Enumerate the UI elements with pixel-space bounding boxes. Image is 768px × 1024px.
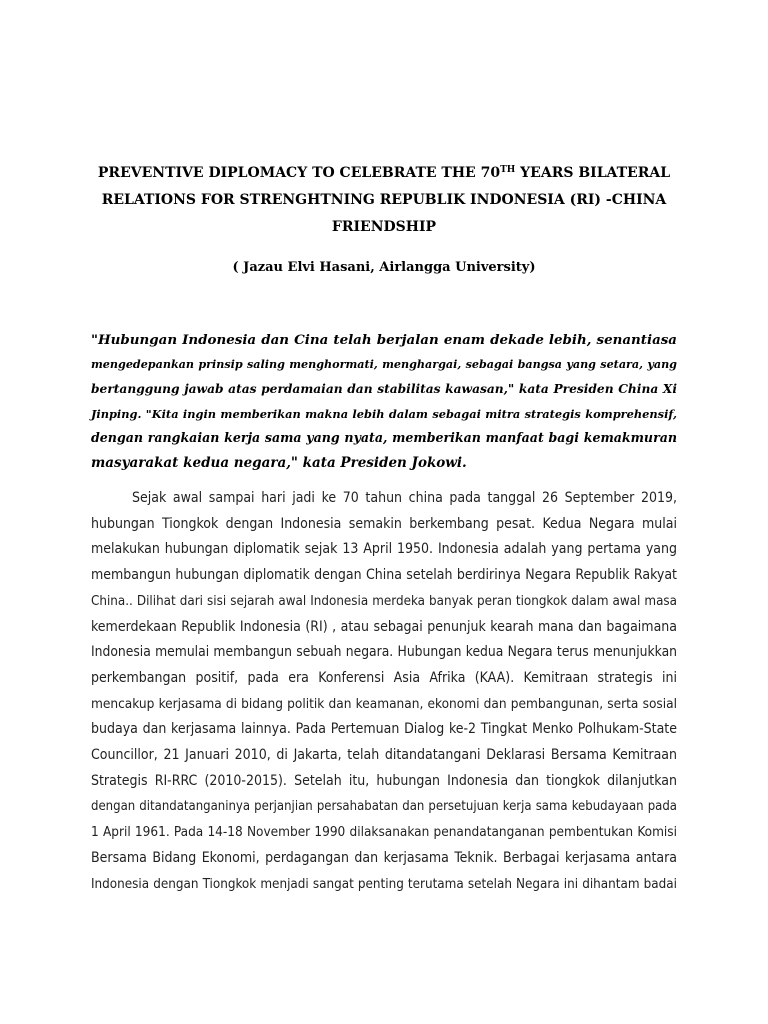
body-line: dengan ditandatanganinya perjanjian persahabatan dan persetujuan kerja sama kebudayaan pada: [91, 799, 677, 815]
body-paragraph: [91, 486, 677, 897]
body-line: Bersama Bidang Ekonomi, perdagangan dan kerjasama Teknik. Berbagai kerjasama antara: [91, 849, 677, 866]
title-line-2: RELATIONS FOR STRENGHTNING REPUBLIK INDONESIA (RI) -CHINA: [101, 192, 667, 208]
body-line: 1 April 1961. Pada 14-18 November 1990 dilaksanakan penandatanganan pembentukan Komisi: [91, 824, 677, 841]
body-line: hubungan Tiongkok dengan Indonesia semakin berkembang pesat. Kedua Negara mulai: [91, 515, 677, 532]
body-line: mencakup kerjasama di bidang politik dan keamanan, ekonomi dan pembangunan, serta sosial: [91, 695, 677, 712]
quote-line: masyarakat kedua negara," kata Presiden Jokowi.: [91, 454, 467, 471]
body-line: China.. Dilihat dari sisi sejarah awal Indonesia merdeka banyak peran tiongkok dalam awal masa: [91, 593, 677, 609]
title-superscript: TH: [500, 165, 516, 175]
quote-line: "Hubungan Indonesia dan Cina telah berjalan enam dekade lebih, senantiasa: [91, 332, 677, 348]
opening-quote: [91, 328, 677, 475]
quote-line: mengedepankan prinsip saling menghormati, menghargai, sebagai bangsa yang setara, yang: [91, 357, 677, 371]
title-line-1: PREVENTIVE DIPLOMACY TO CELEBRATE THE 70TH YEARS BILATERAL: [97, 165, 671, 181]
document-title: [60, 160, 708, 241]
author-line: ( Jazau Elvi Hasani, Airlangga University): [232, 260, 536, 275]
body-line: Sejak awal sampai hari jadi ke 70 tahun china pada tanggal 26 September 2019,: [132, 490, 677, 506]
quote-line: bertanggung jawab atas perdamaian dan stabilitas kawasan," kata Presiden China Xi: [91, 382, 677, 396]
body-line: kemerdekaan Republik Indonesia (RI) , atau sebagai penunjuk kearah mana dan bagaimana: [91, 618, 677, 635]
quote-line: dengan rangkaian kerja sama yang nyata, memberikan manfaat bagi kemakmuran: [91, 430, 677, 445]
body-line: budaya dan kerjasama lainnya. Pada Pertemuan Dialog ke-2 Tingkat Menko Polhukam-State: [91, 721, 677, 738]
title-line-3: FRIENDSHIP: [331, 219, 437, 235]
body-line: Indonesia memulai membangun sebuah negara. Hubungan kedua Negara terus menunjukkan: [91, 644, 677, 661]
body-line: perkembangan positif, pada era Konferensi Asia Afrika (KAA). Kemitraan strategis ini: [91, 669, 677, 686]
body-line: melakukan hubungan diplomatik sejak 13 April 1950. Indonesia adalah yang pertama yang: [91, 541, 677, 558]
body-line: Indonesia dengan Tiongkok menjadi sangat penting terutama setelah Negara ini dihantam badai: [91, 876, 677, 892]
body-line: membangun hubungan diplomatik dengan China setelah berdirinya Negara Republik Rakyat: [91, 567, 677, 584]
body-line: Councillor, 21 Januari 2010, di Jakarta, telah ditandatangani Deklarasi Bersama Kemitraan: [91, 747, 677, 764]
body-line: Strategis RI-RRC (2010-2015). Setelah itu, hubungan Indonesia dan tiongkok dilanjutkan: [91, 772, 677, 789]
quote-line: Jinping. "Kita ingin memberikan makna lebih dalam sebagai mitra strategis komprehensif,: [91, 406, 677, 421]
